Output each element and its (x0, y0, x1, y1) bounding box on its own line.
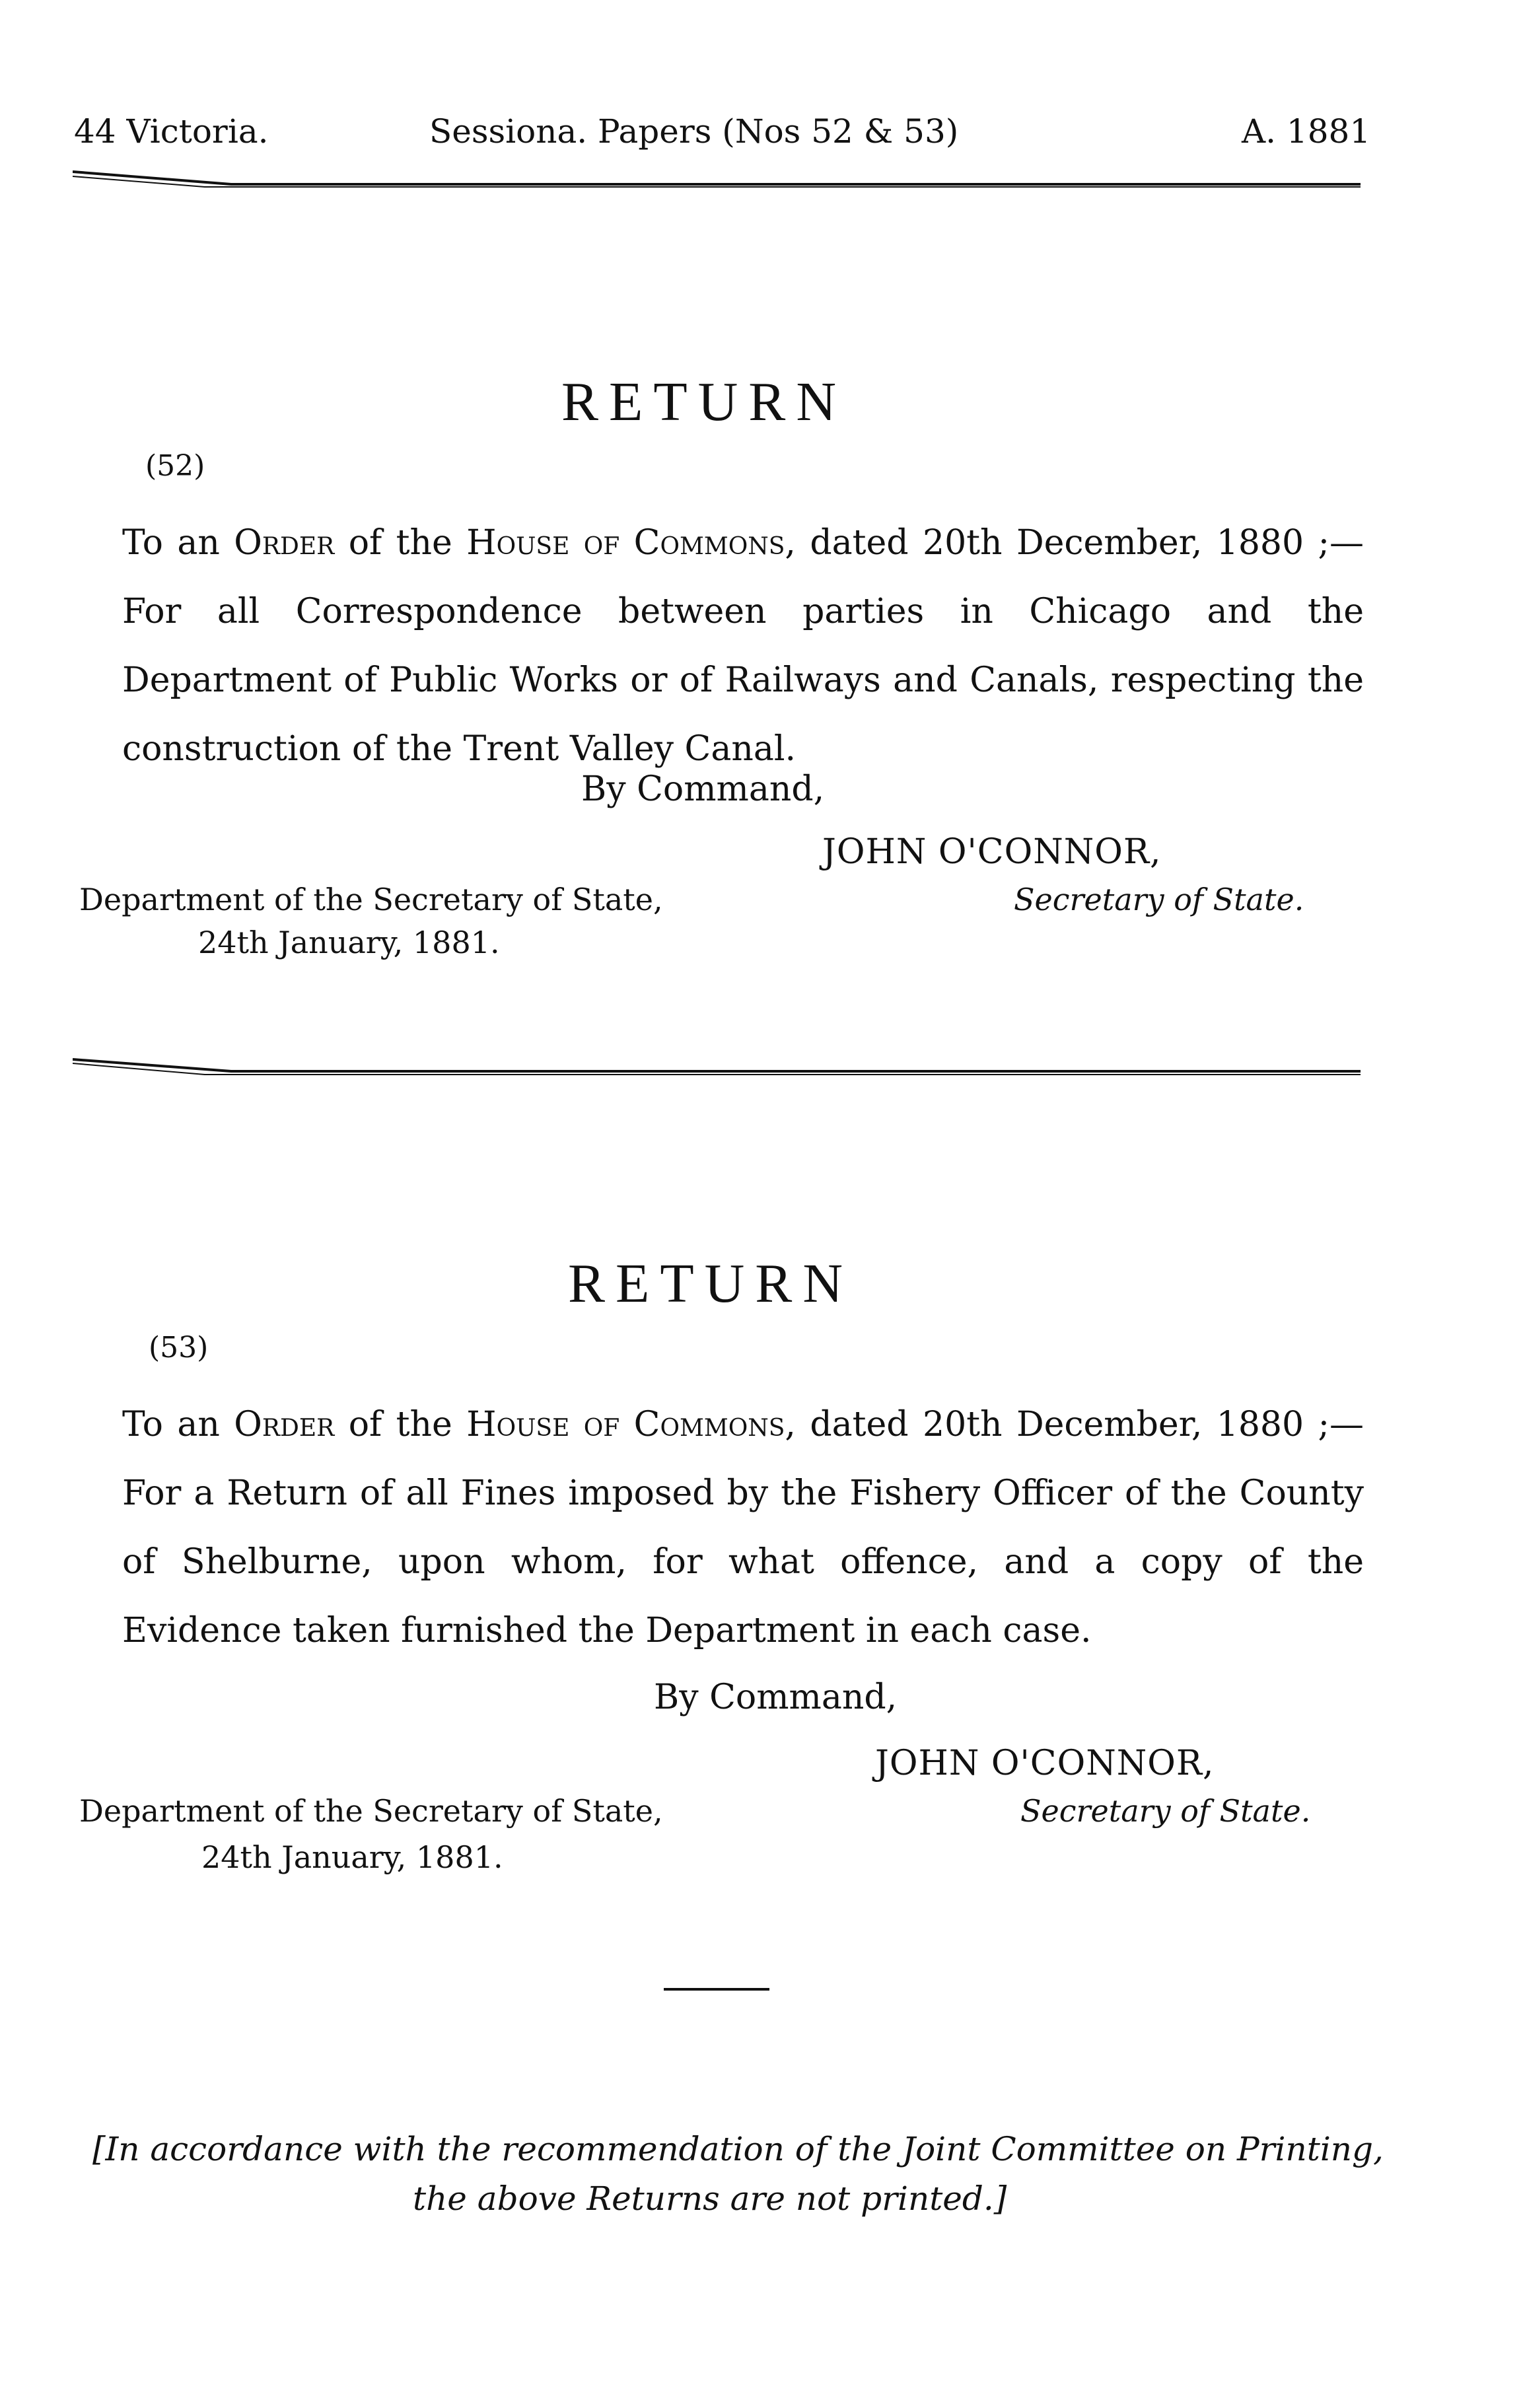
return-52-number: (52) (145, 449, 205, 483)
return-53-signatory-title: Secretary of State. (1020, 1793, 1311, 1829)
header-volume: 44 Victoria. (74, 112, 269, 151)
return-53-by-command: By Command, (654, 1678, 898, 1717)
return-52-title: RETURN (561, 371, 847, 433)
footer-note-line1: [In accordance with the recommendation of the Joint Committee on Printing, (92, 2130, 1384, 2168)
return-52-order-to: To an (122, 523, 220, 563)
return-53-text: , dated 20th December, 1880 ;—For a Return of all Fines imposed by the Fishery Officer of the County of Shelburne, upon whom, for what offence, and a copy of the Evidence taken furnished the Department in each case. (122, 1405, 1364, 1650)
section-rule (73, 1057, 1361, 1077)
return-53-order-to: To an (122, 1405, 220, 1444)
return-52-signatory-title: Secretary of State. (1014, 882, 1304, 917)
return-53-order-word: Order (234, 1405, 335, 1444)
return-53-body (122, 1390, 1364, 1665)
return-52-body (122, 509, 1364, 783)
return-52-order-word: Order (234, 523, 335, 563)
footer-note-line2: the above Returns are not printed.] (413, 2179, 1007, 2218)
header-year: A. 1881 (1242, 112, 1371, 151)
header-rule (73, 168, 1361, 188)
return-53-order-of: of the (348, 1405, 452, 1444)
return-53-number: (53) (149, 1331, 209, 1364)
return-53-department: Department of the Secretary of State, (79, 1793, 663, 1829)
return-53-signatory: JOHN O'CONNOR, (875, 1744, 1215, 1783)
return-52-date: 24th January, 1881. (198, 925, 500, 960)
return-53-house: House of Commons (466, 1405, 785, 1444)
return-52-department: Department of the Secretary of State, (79, 882, 663, 917)
return-52-text: , dated 20th December, 1880 ;—For all Correspondence between parties in Chicago and the Department of Public Works or of Railways and Canals, respecting the construction of the Trent Valley Canal. (122, 523, 1364, 769)
header-title: Sessiona. Papers (Nos 52 & 53) (429, 112, 959, 151)
short-divider (664, 1988, 769, 1991)
return-52-house: House of Commons (466, 523, 785, 563)
return-52-signatory: JOHN O'CONNOR, (822, 832, 1162, 872)
return-53-title: RETURN (568, 1253, 853, 1314)
return-52-order-of: of the (348, 523, 452, 563)
return-52-by-command: By Command, (581, 769, 825, 809)
return-53-date: 24th January, 1881. (201, 1839, 503, 1875)
